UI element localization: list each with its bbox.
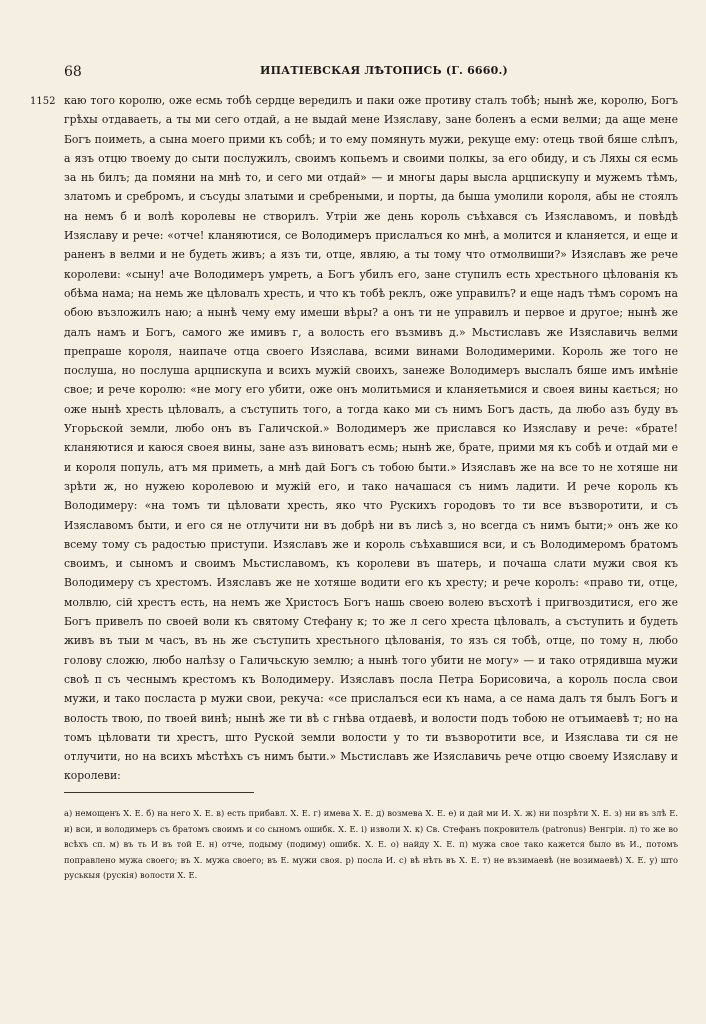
- footnote-text: а) немощенъ Х. Е. б) на него Х. Е. в) есть прибавл. Х. Е. г) имева Х. Е. д) возмева Х. Е. е) и дай ми И. Х. ж) ни позрѣти Х. Е. з) ни въ злѣ Е. и) вси, и володимеръ съ братомъ своимъ и со сыномъ ошибк. Х. Е. і) изволи Х. к) Св. Стефанъ покровитель (patronus) Венгріи. л) то же во всѣхъ сп. м) въ ть И въ той Е. н) отче, подыму (подиму) ошибк. Х. Е. о) найду Х. Е. п) мужа свое тако кажется было въ И., потомъ поправлено мужа своего; въ Х. мужа своего; въ Е. мужи своя. р) посла И. с) вѣ нѣть въ Х. Е. т) не възимаевѣ (не возимаевѣ) Х. Е. у) што руськыя (рускія) волости Х. Е.: [64, 808, 678, 881]
- footnotes: [64, 806, 678, 884]
- chronicle-text: [64, 91, 678, 786]
- running-head: ИПАТІЕВСКАЯ ЛѢТОПИСЬ (Г. 6660.): [260, 64, 508, 77]
- page-number: 68: [64, 64, 82, 80]
- footnote-divider: [64, 792, 254, 793]
- body-paragraph: каю того королю, оже есмь тобѣ сердце вередилъ и паки оже противу сталъ тобѣ; нынѣ же, королю, Богъ грѣхы отдаваеть, а ты ми сего отдай, а не выдай мене Изяславу, зане боленъ а есми велми; да аще мене Богъ поиметь, а сына моего прими къ собѣ; и то ему помянуть мужи, рекуще ему: отець твой бяше слѣпъ, а язъ отцю твоему до сыти послужилъ, своимъ копьемъ и своими полкы, за его обиду, и съ Ляхы ся есмь за нь билъ; да помяни на мнѣ то, и сего ми отдай» — и многы дары высла арцпискупу и мужемъ тѣмъ, златомъ и сребромъ, и съсуды златыми и сребреными, и порты, да быша умолили короля, абы не стоялъ на немъ б и волѣ королевы не створилъ. Утріи же день король съѣхався съ Изяславомъ, и повѣдѣ Изяславу и рече: «отче! кланяютися, се Володимеръ прислалъся ко мнѣ, а молится и кланяется, и еще и раненъ в велми и не будеть живъ; а язъ ти, отце, являю, а ты тому что отмолвиши?» Изяславъ же рече королеви: «сыну! аче Володимеръ умреть, а Богъ убилъ его, зане ступилъ есть хрестьного цѣлованія къ обѣма нама; на немь же цѣловалъ хресть, и что къ тобѣ реклъ, оже управилъ? и еще надъ тѣмъ соромъ на обою възложилъ наю; а нынѣ чему ему имеши вѣры? а онъ ти не управилъ и первое и другое; нынѣ же далъ намъ и Богъ, самого же имивъ г, а волость его възмивъ д.» Мьстиславъ же Изяславичь велми препраше короля, наипаче отца своего Изяслава, всими винами Володимерими. Король же того не послуша, но послуша арцпискупа и всихъ мужій своихъ, занеже Володимеръ выслалъ бяше имъ имѣніе свое; и рече королю: «не могу его убити, оже онъ молитьмися и кланяетьмися и своея вины кається; но оже нынѣ хресть цѣловалъ, а съступить того, а тогда како ми съ нимъ Богъ дасть, да любо азъ буду въ Угорьской земли, любо онъ въ Галичской.» Володимеръ же прислався ко Изяславу и рече: «брате! кланяютися и каюся своея вины, зане азъ виноватъ есмь; нынѣ же, брате, прими мя къ собѣ и отдай ми е и короля популь, атъ мя приметь, а мнѣ дай Богъ съ тобою быти.» Изяславъ же на все то не хотяше ни зрѣти ж, но нужею королевою и мужій его, и тако начашася съ нимъ ладити. И рече король къ Володимеру: «на томъ ти цѣловати хресть, яко что Рускихъ городовъ то ти все възворотити, и съ Изяславомъ быти, и его ся не отлучити ни въ добрѣ ни въ лисѣ з, но всегда съ нимъ быти;» онъ же ко всему тому съ радостью приступи. Изяславъ же и король съѣхавшися вси, и съ Володимеромъ братомъ своимъ, и сыномъ и своимъ Мьстиславомъ, къ королеви въ шатерь, и почаша слати мужи своя къ Володимеру съ хрестомъ. Изяславъ же не хотяше водити его къ хресту; и рече королъ: «право ти, отце, молвлю, сій хрестъ есть, на немъ же Христосъ Богъ нашь своею волею въсхотѣ і пригвоздитися, его же Богъ привелъ по своей воли къ святому Стефану к; то же л сего хреста цѣловалъ, а съступить и будеть живъ въ тыи м часъ, въ нь же съступить хрестьного цѣлованія, то язъ ся тобѣ, отце, по тому н, любо голову сложю, любо налѣзу о Галичьскую землю; а нынѣ того убити не могу» — и тако отрядивша мужи своѣ п съ чеснымъ крестомъ къ Володимеру. Изяславъ посла Петра Борисовича, а король посла свои мужи, и тако посласта р мужи свои, рекуча: «се прислалъся еси къ нама, а се нама далъ тя былъ Богъ и волость твою, по твоей винѣ; нынѣ же ти вѣ с гнѣва отдаевѣ, и волости подъ тобою не отъимаевѣ т; но на томъ цѣловати ти хрестъ, што Руской земли волости у то ти възворотити все, и Изяслава ти ся не отлучити, но на всихъ мѣстѣхъ съ нимъ быти.» Мьстиславъ же Изяславичь рече отцю своему Изяславу и королеви:: [64, 94, 678, 783]
- margin-year: 1152: [30, 96, 56, 107]
